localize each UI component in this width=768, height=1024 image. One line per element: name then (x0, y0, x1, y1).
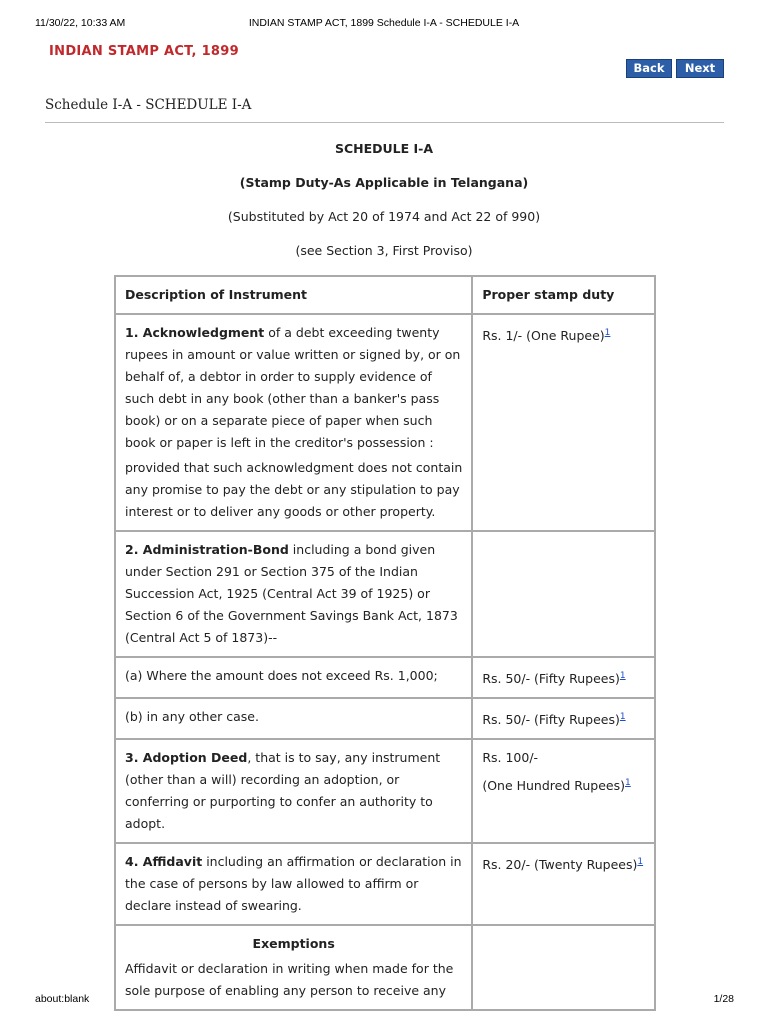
row-admin-b-description: (b) in any other case. (115, 698, 472, 739)
column-header-duty: Proper stamp duty (472, 276, 655, 314)
schedule-title: Schedule I-A - SCHEDULE I-A (45, 97, 252, 113)
row-admin-b-duty (472, 698, 655, 739)
table-row (115, 657, 655, 698)
row-admin-a-duty (472, 657, 655, 698)
item-text: of a debt exceeding twenty rupees in amount or value written or signed by, or on behalf of, a debtor in order to supply evidence of such debt in any book (other than a banker's pass book) or on a separate piece of paper when such book or paper is left in the creditor's possession : (125, 325, 461, 450)
print-datetime: 11/30/22, 10:33 AM (35, 17, 126, 29)
next-button[interactable]: Next (676, 59, 724, 78)
item-text: including an affirmation or declaration in the case of persons by law allowed to affirm or declare instead of swearing. (125, 854, 462, 913)
duty-value: Rs. 50/- (Fifty Rupees) (482, 671, 620, 686)
row-affidavit-duty (472, 843, 655, 925)
item-title: 2. Administration-Bond (125, 542, 289, 557)
schedule-subheading: (Stamp Duty-As Applicable in Telangana) (239, 175, 529, 190)
footnote-link[interactable]: 1 (619, 712, 626, 722)
title-divider (45, 122, 724, 123)
table-row (115, 698, 655, 739)
table-header-row (115, 276, 655, 314)
back-button[interactable]: Back (626, 59, 672, 78)
row-acknowledgment-duty (472, 314, 655, 531)
row-administration-bond-duty (472, 531, 655, 657)
item-title: 1. Acknowledgment (125, 325, 265, 340)
act-title: INDIAN STAMP ACT, 1899 (49, 44, 239, 59)
row-adoption-deed-duty (472, 739, 655, 843)
duty-value: Rs. 20/- (Twenty Rupees) (482, 857, 638, 872)
row-acknowledgment-description (115, 314, 472, 531)
print-url: about:blank (35, 993, 90, 1005)
row-exemptions-duty (472, 925, 655, 1010)
duty-value: Rs. 50/- (Fifty Rupees) (482, 712, 620, 727)
section-reference: (see Section 3, First Proviso) (295, 243, 473, 258)
stamp-duty-table (114, 275, 656, 1011)
footnote-link[interactable]: 1 (619, 671, 626, 681)
row-exemptions-description (115, 925, 472, 1010)
footnote-link[interactable]: 1 (625, 778, 631, 788)
row-admin-a-description: (a) Where the amount does not exceed Rs. 1,000; (115, 657, 472, 698)
column-header-description: Description of Instrument (115, 276, 472, 314)
exemptions-heading: Exemptions (252, 936, 335, 951)
table-row (115, 843, 655, 925)
table-row (115, 314, 655, 531)
item-text: including a bond given under Section 291 or Section 375 of the Indian Succession Act, 1925 (Central Act 39 of 1925) or Section 6 of the Government Savings Bank Act, 1873 (Central Act 5 of 1873)-- (125, 542, 458, 645)
duty-value-words: (One Hundred Rupees) (482, 778, 626, 793)
item-proviso: provided that such acknowledgment does not contain any promise to pay the debt or any stipulation to pay interest or to deliver any goods or other property. (125, 460, 463, 519)
item-title: 4. Affidavit (125, 854, 203, 869)
table-row (115, 531, 655, 657)
row-adoption-deed-description (115, 739, 472, 843)
item-title: 3. Adoption Deed (125, 750, 248, 765)
footnote-link[interactable]: 1 (637, 857, 644, 867)
duty-value: Rs. 100/- (482, 750, 539, 765)
footnote-link[interactable]: 1 (604, 328, 611, 338)
row-administration-bond-description (115, 531, 472, 657)
row-affidavit-description (115, 843, 472, 925)
print-page-title: INDIAN STAMP ACT, 1899 Schedule I-A - SCHEDULE I-A (248, 17, 520, 29)
exemptions-text: Affidavit or declaration in writing when made for the sole purpose of enabling any person to receive any (125, 961, 454, 998)
schedule-heading: SCHEDULE I-A (334, 141, 434, 156)
substitution-note: (Substituted by Act 20 of 1974 and Act 22 of 990) (227, 209, 541, 224)
duty-value: Rs. 1/- (One Rupee) (482, 328, 605, 343)
table-row (115, 739, 655, 843)
table-row (115, 925, 655, 1010)
item-text: , that is to say, any instrument (other than a will) recording an adoption, or conferring or purporting to confer an authority to adopt. (125, 750, 441, 831)
print-page-count: 1/28 (713, 993, 734, 1005)
